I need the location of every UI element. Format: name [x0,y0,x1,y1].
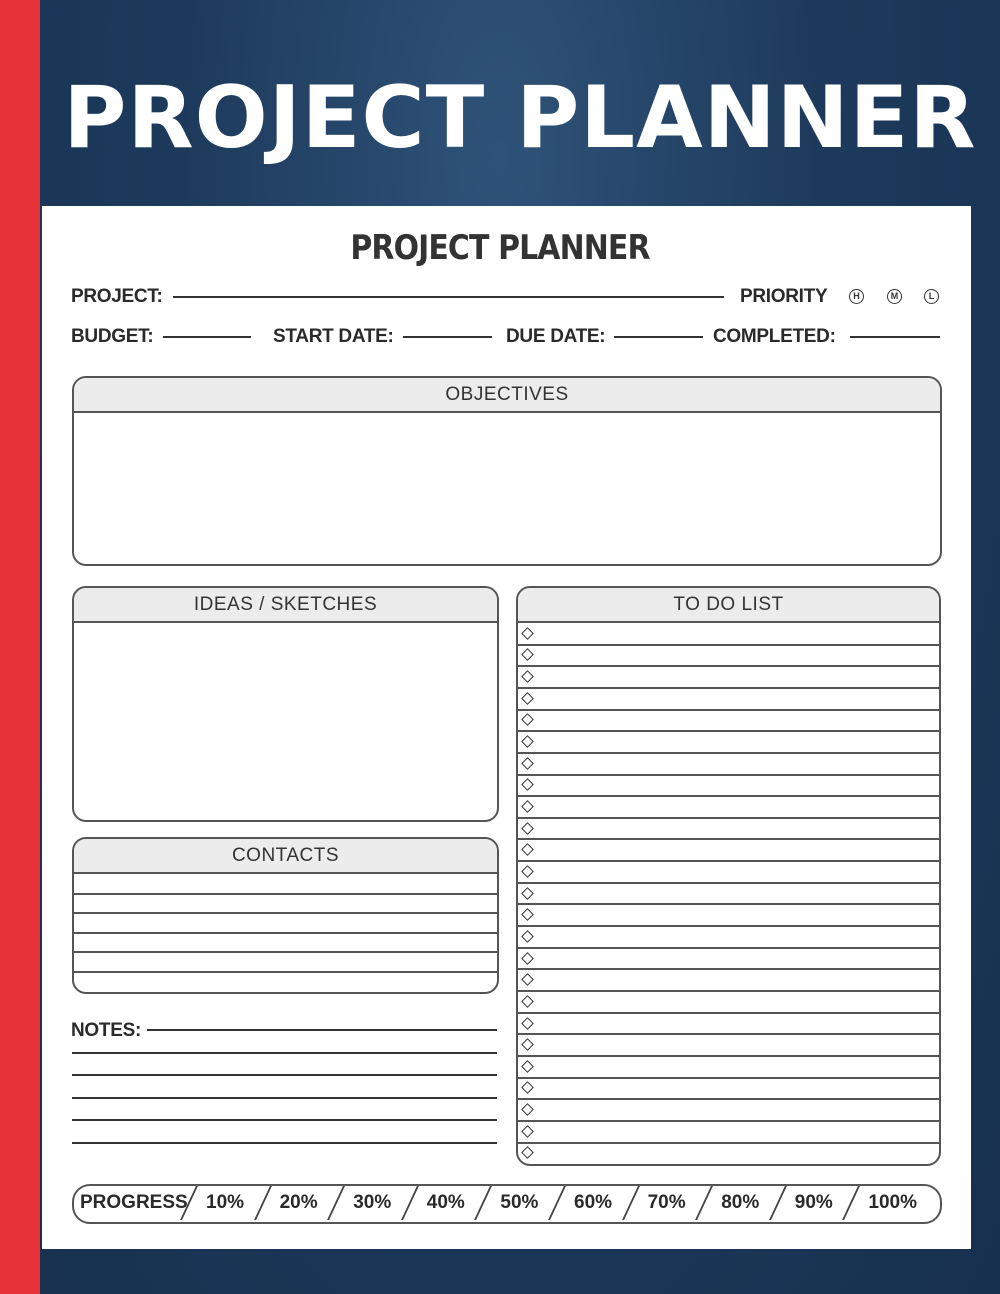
notes-line[interactable] [72,1119,497,1121]
budget-label: BUDGET: [71,326,154,347]
notes-line[interactable] [72,1074,497,1076]
contacts-header: CONTACTS [74,839,497,874]
cover-title: PROJECT PLANNER [63,68,977,168]
sheet-title: PROJECT PLANNER [350,228,650,268]
progress-step[interactable]: 30% [353,1192,392,1213]
checkbox-diamond-icon[interactable] [521,757,534,770]
start-date-label: START DATE: [273,326,394,347]
todo-list-box [516,586,941,1166]
progress-step[interactable]: 70% [647,1192,686,1213]
checkbox-diamond-icon[interactable] [521,627,534,640]
todo-row[interactable] [518,969,939,991]
checkbox-diamond-icon[interactable] [521,800,534,813]
progress-step[interactable]: 60% [574,1192,613,1213]
todo-row[interactable] [518,710,939,732]
todo-row[interactable] [518,904,939,926]
todo-row[interactable] [518,1034,939,1056]
contact-row[interactable] [74,972,497,992]
progress-step[interactable]: 100% [868,1192,917,1213]
todo-row[interactable] [518,1013,939,1035]
checkbox-diamond-icon[interactable] [521,649,534,662]
progress-label: PROGRESS [80,1192,188,1213]
checkbox-diamond-icon[interactable] [521,1017,534,1030]
checkbox-diamond-icon[interactable] [521,843,534,856]
contact-row[interactable] [74,894,497,914]
checkbox-diamond-icon[interactable] [521,887,534,900]
cover-spine-stripe [0,0,40,1294]
todo-row[interactable] [518,840,939,862]
todo-row[interactable] [518,623,939,645]
todo-row[interactable] [518,1078,939,1100]
todo-row[interactable] [518,861,939,883]
start-date-field-line[interactable] [403,336,492,338]
checkbox-diamond-icon[interactable] [521,1147,534,1160]
checkbox-diamond-icon[interactable] [521,735,534,748]
checkbox-diamond-icon[interactable] [521,930,534,943]
objectives-header: OBJECTIVES [74,378,940,413]
budget-field-line[interactable] [163,336,251,338]
todo-row[interactable] [518,796,939,818]
progress-step[interactable]: 10% [206,1192,245,1213]
priority-medium-option[interactable]: M [887,289,902,304]
project-field-line[interactable] [173,296,724,298]
progress-step[interactable]: 40% [426,1192,465,1213]
contact-row[interactable] [74,874,497,894]
due-date-field-line[interactable] [614,336,703,338]
contact-row[interactable] [74,952,497,972]
checkbox-diamond-icon[interactable] [521,670,534,683]
project-label: PROJECT: [71,286,163,307]
checkbox-diamond-icon[interactable] [521,778,534,791]
todo-row[interactable] [518,645,939,667]
todo-row[interactable] [518,926,939,948]
objectives-box[interactable] [72,376,942,566]
todo-row[interactable] [518,1099,939,1121]
todo-row[interactable] [518,666,939,688]
notes-line[interactable] [147,1029,497,1031]
progress-step[interactable]: 90% [794,1192,833,1213]
checkbox-diamond-icon[interactable] [521,952,534,965]
checkbox-diamond-icon[interactable] [521,1082,534,1095]
todo-row[interactable] [518,1121,939,1143]
due-date-label: DUE DATE: [506,326,606,347]
todo-row[interactable] [518,1056,939,1078]
checkbox-diamond-icon[interactable] [521,822,534,835]
checkbox-diamond-icon[interactable] [521,865,534,878]
priority-label: PRIORITY [740,286,828,307]
checkbox-diamond-icon[interactable] [521,1103,534,1116]
todo-row[interactable] [518,688,939,710]
todo-list-header: TO DO LIST [518,588,939,623]
notes-label: NOTES: [71,1020,141,1041]
progress-step[interactable]: 80% [721,1192,760,1213]
todo-row[interactable] [518,775,939,797]
todo-row[interactable] [518,948,939,970]
checkbox-diamond-icon[interactable] [521,908,534,921]
todo-row[interactable] [518,883,939,905]
contact-row[interactable] [74,933,497,953]
ideas-sketches-header: IDEAS / SKETCHES [74,588,497,623]
checkbox-diamond-icon[interactable] [521,973,534,986]
notes-line[interactable] [72,1142,497,1144]
notes-line[interactable] [72,1052,497,1054]
checkbox-diamond-icon[interactable] [521,714,534,727]
priority-high-option[interactable]: H [849,289,864,304]
ideas-sketches-box[interactable] [72,586,499,822]
todo-row[interactable] [518,1143,939,1165]
todo-row[interactable] [518,753,939,775]
contact-row[interactable] [74,913,497,933]
checkbox-diamond-icon[interactable] [521,995,534,1008]
checkbox-diamond-icon[interactable] [521,1060,534,1073]
checkbox-diamond-icon[interactable] [521,692,534,705]
contacts-box [72,837,499,994]
notes-line[interactable] [72,1097,497,1099]
checkbox-diamond-icon[interactable] [521,1038,534,1051]
todo-row[interactable] [518,991,939,1013]
completed-label: COMPLETED: [713,326,836,347]
progress-step[interactable]: 20% [279,1192,318,1213]
completed-field-line[interactable] [850,336,940,338]
priority-low-option[interactable]: L [924,289,939,304]
progress-step[interactable]: 50% [500,1192,539,1213]
todo-row[interactable] [518,818,939,840]
checkbox-diamond-icon[interactable] [521,1125,534,1138]
todo-row[interactable] [518,731,939,753]
